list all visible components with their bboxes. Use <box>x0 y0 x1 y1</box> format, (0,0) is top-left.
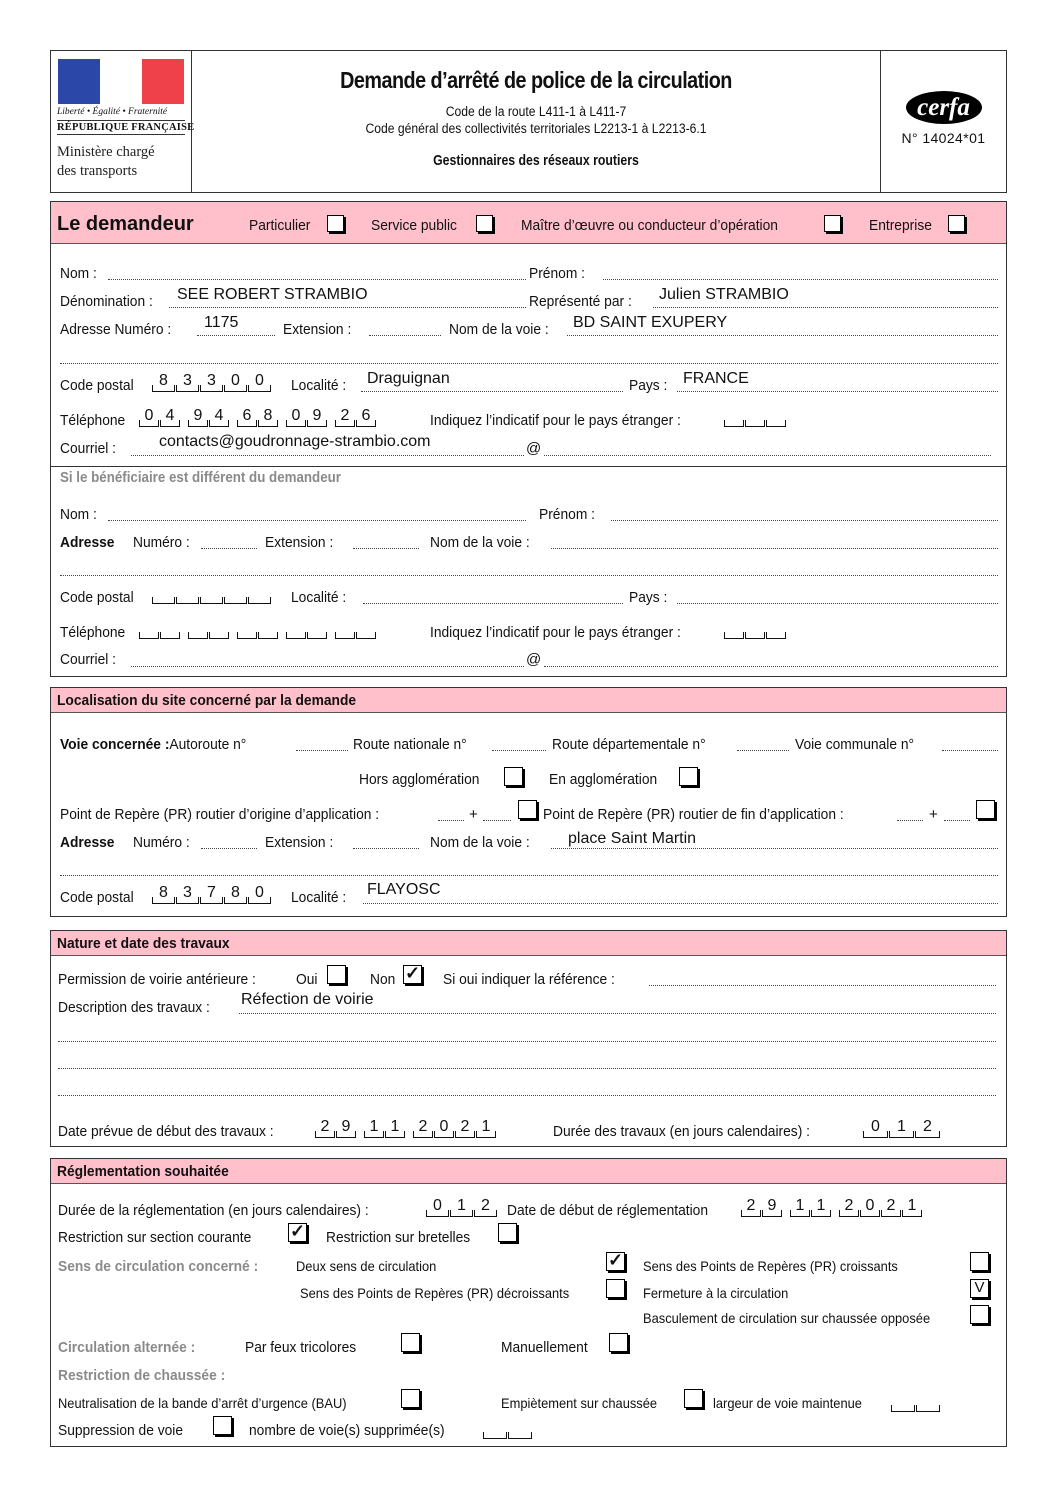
date-digit: 1 <box>481 1118 491 1135</box>
loc-voie-field[interactable] <box>551 848 998 849</box>
legal-reference-1: Code de la route L411-1 à L411-7 <box>445 104 627 119</box>
section-reglementation <box>50 1158 1007 1447</box>
tel-label: Téléphone <box>60 412 126 429</box>
date-digit: 2 <box>746 1197 756 1214</box>
tel-digit: 6 <box>361 407 371 424</box>
description-line-4[interactable] <box>58 1095 996 1096</box>
tel-digit: 8 <box>263 407 273 424</box>
nom-label: Nom : <box>60 265 97 282</box>
loc-extension-field[interactable] <box>353 848 419 849</box>
pr-fin-checkbox[interactable] <box>976 800 995 819</box>
represente-label: Représenté par : <box>529 293 632 310</box>
benef-indicatif-label: Indiquez l’indicatif pour le pays étranger : <box>430 624 681 641</box>
cp-digit: 0 <box>255 372 264 389</box>
bretelles-label: Restriction sur bretelles <box>326 1229 471 1246</box>
date-reglementation-label: Date de début de réglementation <box>507 1202 709 1219</box>
denomination-field[interactable] <box>169 307 526 308</box>
cp-digit: 7 <box>207 884 216 901</box>
oui-label: Oui <box>296 971 318 988</box>
legal-reference-2: Code général des collectivités territoriales L2213-1 à L2213-6.1 <box>365 121 707 136</box>
fermeture-checkbox[interactable] <box>970 1279 989 1298</box>
pr-origine-plus: + <box>469 806 478 823</box>
benef-pays-field[interactable] <box>677 603 998 604</box>
prenom-field[interactable] <box>603 279 998 280</box>
suppression-checkbox[interactable] <box>213 1416 232 1435</box>
extension-field[interactable] <box>369 335 441 336</box>
cp-digit: 0 <box>231 372 240 389</box>
duree-digit: 1 <box>897 1118 906 1135</box>
nom-field[interactable] <box>108 279 526 280</box>
duree-digit: 0 <box>433 1197 442 1214</box>
section-title-travaux: Nature et date des travaux <box>57 935 230 952</box>
description-label: Description des travaux : <box>58 999 210 1016</box>
duree-digit: 2 <box>481 1197 490 1214</box>
pr-origine-offset-field[interactable] <box>483 820 511 821</box>
benef-localite-label: Localité : <box>291 589 347 606</box>
cerfa-block <box>881 51 1006 192</box>
rd-label: Route départementale n° <box>552 736 706 753</box>
fermeture-label: Fermeture à la circulation <box>643 1285 789 1301</box>
benef-cp-comb[interactable] <box>152 584 272 604</box>
tel-digit: 6 <box>242 407 252 424</box>
empietement-label: Empiètement sur chaussée <box>501 1395 658 1411</box>
type-particulier-checkbox[interactable] <box>327 215 344 232</box>
date-digit: 2 <box>320 1118 330 1135</box>
benef-prenom-label: Prénom : <box>539 506 595 523</box>
duree-reglementation-label: Durée de la réglementation (en jours calendaires) : <box>58 1202 369 1219</box>
cp-label: Code postal <box>60 377 134 394</box>
pr-fin-plus: + <box>929 806 938 823</box>
nombre-comb[interactable] <box>483 1419 533 1439</box>
voie-value: BD SAINT EXUPERY <box>573 314 728 331</box>
indicatif-comb[interactable] <box>724 407 787 427</box>
pr-decroissants-label: Sens des Points de Repères (PR) décroissants <box>300 1285 570 1301</box>
represente-value: Julien STRAMBIO <box>659 286 789 303</box>
tel-digit: 9 <box>193 407 203 424</box>
benef-voie-label: Nom de la voie : <box>430 534 530 551</box>
loc-adresse-label: Adresse <box>60 834 115 851</box>
voie-concernee-row <box>60 736 263 753</box>
section-title-reglementation: Réglementation souhaitée <box>57 1163 229 1180</box>
benef-courriel-label: Courriel : <box>60 651 116 668</box>
date-digit: 1 <box>369 1118 379 1135</box>
type-entreprise-checkbox[interactable] <box>948 215 965 232</box>
benef-extension-label: Extension : <box>265 534 334 551</box>
benef-pays-label: Pays : <box>629 589 668 606</box>
manuellement-checkbox[interactable] <box>609 1333 628 1352</box>
non-label: Non <box>370 971 396 988</box>
tel-digit: 4 <box>214 407 224 424</box>
benef-at-sign: @ <box>526 651 542 668</box>
en-agglo-checkbox[interactable] <box>679 767 698 786</box>
rn-label: Route nationale n° <box>353 736 467 753</box>
form-title-block <box>192 51 881 192</box>
form-title: Demande d’arrêté de police de la circulation <box>340 67 732 93</box>
v-mark-icon: V <box>974 1279 985 1296</box>
hors-agglo-label: Hors agglomération <box>359 771 480 788</box>
checkmark-icon: ✓ <box>404 963 421 983</box>
pays-label: Pays : <box>629 377 668 394</box>
benef-adresse-line-2-field[interactable] <box>60 575 998 576</box>
permission-label: Permission de voirie antérieure : <box>58 971 256 988</box>
restriction-chaussee-label: Restriction de chaussée : <box>58 1367 226 1384</box>
loc-numero-field[interactable] <box>201 848 257 849</box>
represente-field[interactable] <box>653 307 998 308</box>
hors-agglo-checkbox[interactable] <box>504 767 523 786</box>
sens-label: Sens de circulation concerné : <box>58 1258 259 1275</box>
pr-origine-checkbox[interactable] <box>518 800 537 819</box>
section-demandeur <box>50 201 1007 677</box>
republique-logo <box>51 51 195 192</box>
extension-label: Extension : <box>283 321 352 338</box>
benef-nom-label: Nom : <box>60 506 97 523</box>
pr-croissants-label: Sens des Points de Repères (PR) croissants <box>643 1258 898 1274</box>
deux-sens-checkbox[interactable] <box>606 1252 625 1271</box>
checkmark-icon: ✓ <box>289 1221 306 1241</box>
date-digit: 1 <box>390 1118 400 1135</box>
suppression-label: Suppression de voie <box>58 1422 184 1439</box>
cp-digit: 8 <box>231 884 240 901</box>
loc-extension-label: Extension : <box>265 834 334 851</box>
type-entreprise-label: Entreprise <box>869 217 932 234</box>
tel-digit: 0 <box>144 407 154 424</box>
benef-nom-field[interactable] <box>108 520 526 521</box>
nombre-label: nombre de voie(s) supprimée(s) <box>249 1422 445 1439</box>
date-digit: 2 <box>844 1197 854 1214</box>
vc-field[interactable] <box>942 750 998 751</box>
loc-cp-label: Code postal <box>60 889 134 906</box>
duree-reglementation-comb[interactable] <box>426 1197 498 1217</box>
date-debut-label: Date prévue de début des travaux : <box>58 1123 274 1140</box>
date-reglementation-comb[interactable] <box>741 1197 923 1217</box>
empietement-checkbox[interactable] <box>684 1389 703 1408</box>
marianne-flag-icon <box>58 59 184 104</box>
benef-localite-field[interactable] <box>363 603 623 604</box>
date-digit: 0 <box>865 1197 875 1214</box>
cp-comb[interactable] <box>152 372 272 392</box>
non-checkbox[interactable] <box>403 965 422 984</box>
courriel-user-field[interactable] <box>131 455 524 456</box>
pr-fin-offset-field[interactable] <box>944 820 970 821</box>
at-sign: @ <box>526 440 542 457</box>
date-digit: 1 <box>816 1197 826 1214</box>
description-value: Réfection de voirie <box>241 991 374 1008</box>
benef-courriel-user-field[interactable] <box>131 666 524 667</box>
basculement-label: Basculement de circulation sur chaussée opposée <box>643 1310 931 1326</box>
description-line-2[interactable] <box>58 1041 996 1042</box>
type-maitre-oeuvre-label: Maître d’œuvre ou conducteur d’opération <box>521 217 778 234</box>
duree-travaux-comb[interactable] <box>863 1118 941 1138</box>
section-courante-checkbox[interactable] <box>288 1223 307 1242</box>
largeur-label: largeur de voie maintenue <box>713 1395 862 1411</box>
section-courante-label: Restriction sur section courante <box>58 1229 252 1246</box>
section-divider <box>51 466 1006 467</box>
alternee-label: Circulation alternée : <box>58 1339 196 1356</box>
benef-prenom-field[interactable] <box>611 520 998 521</box>
section-title-localisation: Localisation du site concerné par la demande <box>57 692 357 709</box>
prenom-label: Prénom : <box>529 265 585 282</box>
courriel-label: Courriel : <box>60 440 116 457</box>
loc-cp-comb[interactable] <box>152 884 272 904</box>
cerfa-logo: cerfa <box>906 91 982 124</box>
pays-field[interactable] <box>677 391 998 392</box>
tel-digit: 9 <box>312 407 322 424</box>
ministry-line-1: Ministère chargé <box>57 144 155 160</box>
pr-croissants-checkbox[interactable] <box>970 1252 989 1271</box>
oui-checkbox[interactable] <box>327 965 346 984</box>
benef-tel-comb[interactable] <box>139 619 377 639</box>
loc-numero-label: Numéro : <box>133 834 190 851</box>
bretelles-checkbox[interactable] <box>498 1223 517 1242</box>
benef-cp-label: Code postal <box>60 589 134 606</box>
beneficiaire-title: Si le bénéficiaire est différent du demandeur <box>60 470 341 486</box>
cp-digit: 8 <box>159 372 168 389</box>
pr-fin-field[interactable] <box>897 820 923 821</box>
cp-digit: 8 <box>159 884 168 901</box>
duree-digit: 2 <box>923 1118 932 1135</box>
localite-value: Draguignan <box>367 370 450 387</box>
date-digit: 9 <box>341 1118 351 1135</box>
date-digit: 9 <box>767 1197 777 1214</box>
vc-label: Voie communale n° <box>795 736 915 753</box>
benef-voie-field[interactable] <box>551 548 998 549</box>
localite-field[interactable] <box>361 391 623 392</box>
denomination-label: Dénomination : <box>60 293 153 310</box>
duree-digit: 1 <box>457 1197 466 1214</box>
date-digit: 2 <box>886 1197 896 1214</box>
loc-voie-label: Nom de la voie : <box>430 834 530 851</box>
manuellement-label: Manuellement <box>501 1339 588 1356</box>
loc-localite-field[interactable] <box>363 903 998 904</box>
bau-checkbox[interactable] <box>401 1389 420 1408</box>
benef-extension-field[interactable] <box>353 548 419 549</box>
pays-value: FRANCE <box>683 370 749 387</box>
section-title-demandeur: Le demandeur <box>57 213 194 235</box>
benef-numero-label: Numéro : <box>133 534 190 551</box>
pr-origine-field[interactable] <box>438 820 464 821</box>
benef-tel-label: Téléphone <box>60 624 126 641</box>
date-digit: 0 <box>439 1118 449 1135</box>
largeur-comb[interactable] <box>891 1392 941 1412</box>
voie-field[interactable] <box>567 335 998 336</box>
adresse-numero-label: Adresse Numéro : <box>60 321 172 338</box>
rd-field[interactable] <box>737 750 789 751</box>
reference-label: Si oui indiquer la référence : <box>443 971 615 988</box>
loc-voie-value: place Saint Martin <box>568 830 697 847</box>
benef-numero-field[interactable] <box>201 548 257 549</box>
pr-origine-label: Point de Repère (PR) routier d’origine d’application : <box>60 806 380 823</box>
date-debut-comb[interactable] <box>315 1118 497 1138</box>
loc-localite-label: Localité : <box>291 889 347 906</box>
benef-indicatif-comb[interactable] <box>724 619 787 639</box>
type-particulier-label: Particulier <box>249 217 311 234</box>
date-digit: 2 <box>460 1118 470 1135</box>
section-localisation <box>50 687 1007 917</box>
loc-adresse-line-2-field[interactable] <box>60 875 998 876</box>
checkmark-icon: ✓ <box>607 1250 624 1270</box>
en-agglo-label: En agglomération <box>549 771 658 788</box>
pr-fin-label: Point de Repère (PR) routier de fin d’application : <box>543 806 844 823</box>
date-digit: 1 <box>795 1197 805 1214</box>
denomination-value: SEE ROBERT STRAMBIO <box>177 286 368 303</box>
voie-label: Nom de la voie : <box>449 321 549 338</box>
autoroute-field[interactable] <box>296 750 348 751</box>
tel-comb[interactable] <box>139 407 377 427</box>
numero-value: 1175 <box>204 314 239 331</box>
loc-localite-value: FLAYOSC <box>367 881 441 898</box>
tel-digit: 0 <box>291 407 301 424</box>
ministry-name <box>57 143 155 181</box>
type-maitre-oeuvre-checkbox[interactable] <box>824 215 841 232</box>
cp-digit: 3 <box>183 884 192 901</box>
basculement-checkbox[interactable] <box>970 1305 989 1324</box>
feux-label: Par feux tricolores <box>245 1339 357 1356</box>
description-line-3[interactable] <box>58 1068 996 1069</box>
republic-motto: Liberté • Égalité • Fraternité <box>57 107 168 117</box>
pr-decroissants-checkbox[interactable] <box>606 1279 625 1298</box>
type-service-public-checkbox[interactable] <box>476 215 493 232</box>
adresse-line-2-field[interactable] <box>60 363 998 364</box>
autoroute-label: Autoroute n° <box>169 736 247 753</box>
cp-digit: 0 <box>255 884 264 901</box>
courriel-value: contacts@goudronnage-strambio.com <box>159 433 431 450</box>
ministry-line-2: des transports <box>57 163 138 179</box>
form-audience: Gestionnaires des réseaux routiers <box>433 152 639 169</box>
numero-field[interactable] <box>197 335 275 336</box>
date-digit: 1 <box>907 1197 917 1214</box>
duree-digit: 0 <box>871 1118 880 1135</box>
localite-label: Localité : <box>291 377 347 394</box>
cp-digit: 3 <box>183 372 192 389</box>
feux-checkbox[interactable] <box>401 1333 420 1352</box>
voie-concernee-label: Voie concernée : <box>60 736 170 753</box>
republic-name: RÉPUBLIQUE FRANÇAISE <box>57 122 195 133</box>
tel-digit: 2 <box>340 407 350 424</box>
courriel-domain-field[interactable] <box>544 455 991 456</box>
indicatif-label: Indiquez l’indicatif pour le pays étranger : <box>430 412 681 429</box>
benef-courriel-domain-field[interactable] <box>544 666 998 667</box>
rn-field[interactable] <box>492 750 546 751</box>
form-header <box>50 50 1007 193</box>
duree-travaux-label: Durée des travaux (en jours calendaires) : <box>553 1123 810 1140</box>
cp-digit: 3 <box>207 372 216 389</box>
cerfa-number: N° 14024*01 <box>901 130 986 146</box>
section-travaux <box>50 930 1007 1147</box>
tel-digit: 4 <box>165 407 175 424</box>
bau-label: Neutralisation de la bande d’arrêt d’urgence (BAU) <box>58 1395 347 1411</box>
deux-sens-label: Deux sens de circulation <box>296 1258 437 1274</box>
benef-adresse-label: Adresse <box>60 534 115 551</box>
reference-field[interactable] <box>649 985 996 986</box>
description-field[interactable] <box>239 1013 996 1014</box>
date-digit: 2 <box>418 1118 428 1135</box>
type-service-public-label: Service public <box>371 217 457 234</box>
